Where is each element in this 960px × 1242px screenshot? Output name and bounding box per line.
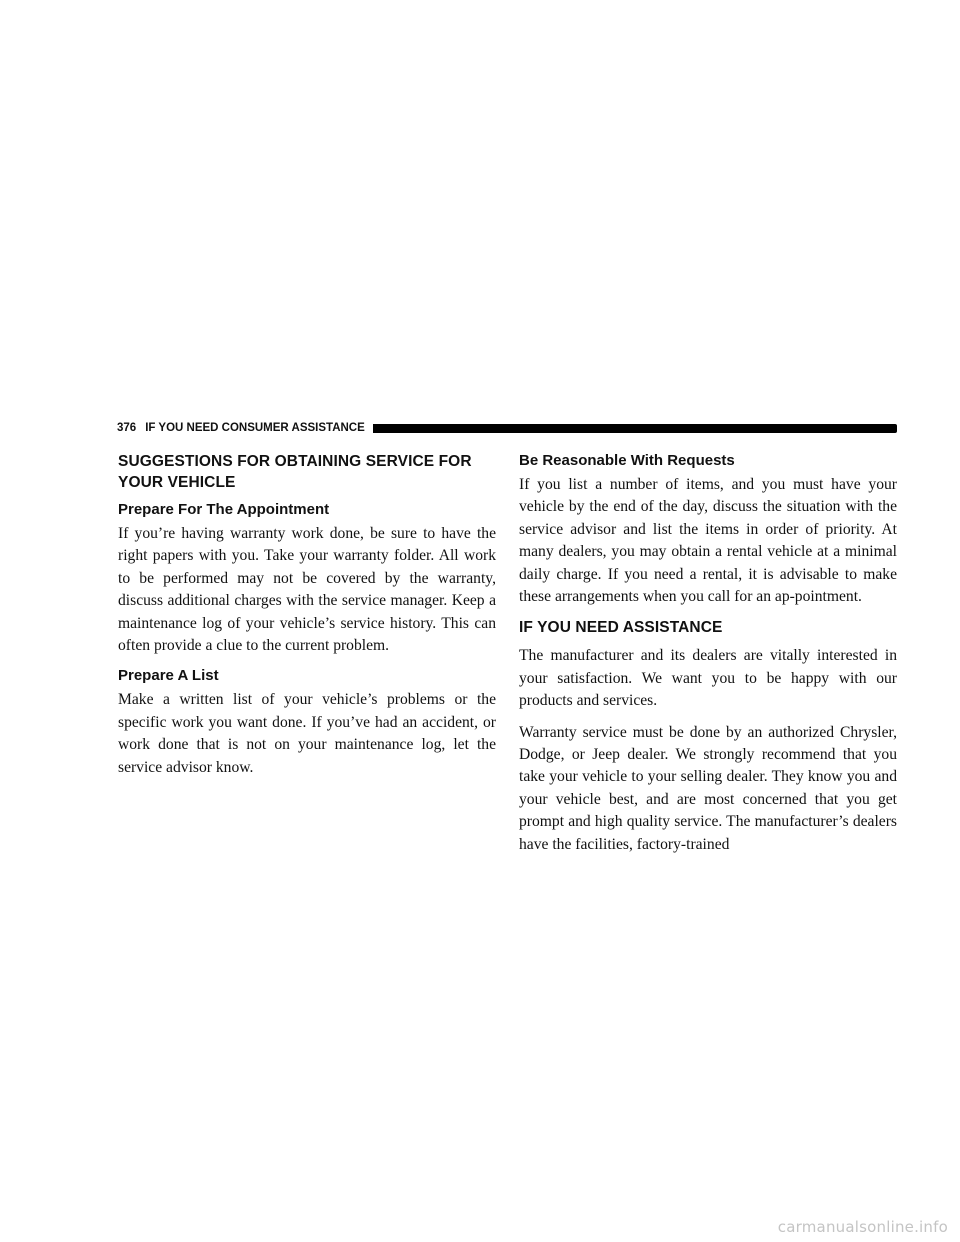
- paragraph-reasonable-requests: If you list a number of items, and you must have your vehicle by the end of the day, discuss the situation with the service advisor and list the items in order of priority. At many dealers, you may obtain a rental vehicle at a minimal daily charge. If you need a rental, it is advisable to make these arrangements when you call for an ap-pointment.: [519, 476, 897, 606]
- heading-prepare-list: Prepare A List: [118, 667, 219, 685]
- paragraph-prepare-appointment: If you’re having warranty work done, be sure to have the right papers with you. Take your warranty folder. All work to be performed may not be covered by the warranty, discuss additional charges with the service manager. Keep a maintenance log of your vehicle’s service history. This can often provide a clue to the current problem.: [118, 525, 496, 655]
- left-column: [118, 451, 496, 788]
- heading-prepare-appointment: Prepare For The Appointment: [118, 501, 330, 518]
- right-column: [519, 451, 897, 865]
- page-number: 376: [117, 422, 137, 434]
- heading-reasonable-requests: Be Reasonable With Requests: [519, 452, 735, 469]
- header-rule: [373, 424, 897, 433]
- paragraph-prepare-list: Make a written list of your vehicle’s problems or the specific work you want done. If you’ve had an accident, or work done that is not on your maintenance log, let the service advisor know.: [118, 691, 496, 776]
- watermark: carmanualsonline.info: [777, 1218, 948, 1236]
- paragraph-warranty-service: Warranty service must be done by an authorized Chrysler, Dodge, or Jeep dealer. We strongly recommend that you take your vehicle to your selling dealer. They know you and your vehicle best, and are most concerned that you get prompt and high quality service. The manufacturer’s dealers have the facilities, factory-trained: [519, 723, 897, 853]
- section-title: IF YOU NEED CONSUMER ASSISTANCE: [145, 422, 365, 434]
- heading-need-assistance: IF YOU NEED ASSISTANCE: [519, 619, 723, 637]
- paragraph-satisfaction: The manufacturer and its dealers are vitally interested in your satisfaction. We want you to be happy with our products and services.: [519, 647, 897, 710]
- running-header: [117, 421, 897, 435]
- main-heading-suggestions: SUGGESTIONS FOR OBTAINING SERVICE FOR YOUR VEHICLE: [118, 453, 472, 491]
